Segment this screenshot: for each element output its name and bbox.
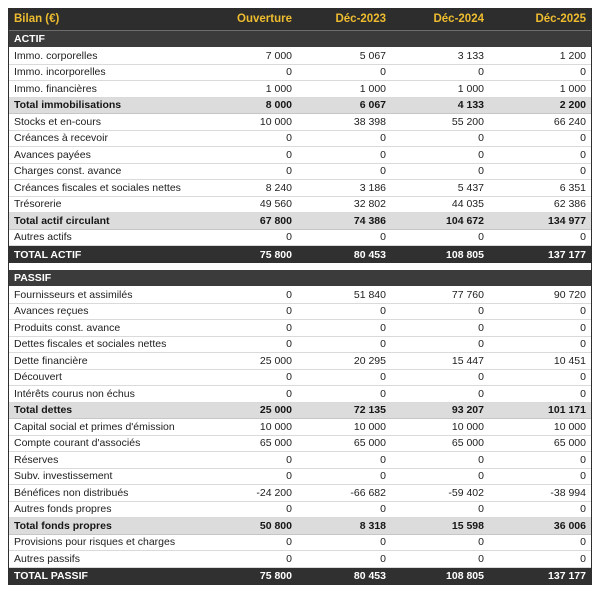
- row-label: Créances fiscales et sociales nettes: [14, 181, 181, 194]
- cell-value: 0: [478, 387, 484, 400]
- cell-value: 0: [286, 470, 292, 483]
- cell-value: 0: [380, 132, 386, 145]
- cell-value: 0: [478, 552, 484, 565]
- cell-value: 5 437: [457, 181, 484, 194]
- cell-value: 8 240: [265, 181, 292, 194]
- cell-value: 0: [580, 453, 586, 466]
- row-label: Total immobilisations: [14, 99, 122, 112]
- cell-value: 3 133: [457, 49, 484, 62]
- cell-value: -38 994: [550, 486, 586, 499]
- cell-value: 1 000: [359, 82, 386, 95]
- cell-value: 0: [580, 338, 586, 351]
- cell-value: 1 000: [559, 82, 586, 95]
- cell-value: 0: [580, 148, 586, 161]
- row-label: TOTAL PASSIF: [14, 570, 88, 582]
- table-row: [9, 131, 591, 148]
- table-row: [9, 48, 591, 65]
- cell-value: 0: [286, 231, 292, 244]
- cell-value: 80 453: [353, 248, 386, 261]
- cell-value: 101 171: [548, 404, 586, 417]
- cell-value: 77 760: [451, 288, 484, 301]
- table-row: [9, 304, 591, 321]
- row-label: Charges const. avance: [14, 165, 122, 178]
- cell-value: 0: [580, 536, 586, 549]
- cell-value: 10 000: [451, 420, 484, 433]
- section-title: PASSIF: [14, 272, 52, 284]
- row-label: Immo. corporelles: [14, 49, 98, 62]
- cell-value: 0: [380, 536, 386, 549]
- table-row: [9, 147, 591, 164]
- cell-value: -66 682: [350, 486, 386, 499]
- cell-value: 0: [478, 231, 484, 244]
- row-label: Autres passifs: [14, 552, 80, 565]
- cell-value: 7 000: [265, 49, 292, 62]
- cell-value: 0: [478, 305, 484, 318]
- column-header-dec-2024: Déc-2024: [433, 13, 484, 25]
- cell-value: 55 200: [451, 115, 484, 128]
- table-row: [9, 551, 591, 568]
- cell-value: 10 451: [553, 354, 586, 367]
- cell-value: 0: [286, 305, 292, 318]
- table-row: [9, 320, 591, 337]
- cell-value: 10 000: [259, 115, 292, 128]
- cell-value: 10 000: [259, 420, 292, 433]
- table-row: [9, 197, 591, 214]
- row-label: Autres fonds propres: [14, 503, 112, 516]
- cell-value: 15 447: [451, 354, 484, 367]
- cell-value: 8 000: [265, 99, 292, 112]
- cell-value: 67 800: [259, 214, 292, 227]
- cell-value: 75 800: [259, 570, 292, 582]
- cell-value: -24 200: [256, 486, 292, 499]
- cell-value: 0: [478, 132, 484, 145]
- table-row: [9, 485, 591, 502]
- table-row: [9, 568, 591, 585]
- cell-value: 1 000: [265, 82, 292, 95]
- cell-value: 0: [286, 536, 292, 549]
- row-label: Autres actifs: [14, 231, 72, 244]
- table-row: [9, 287, 591, 304]
- cell-value: 0: [380, 387, 386, 400]
- cell-value: 0: [478, 66, 484, 79]
- row-label: Créances à recevoir: [14, 132, 108, 145]
- table-body: [9, 31, 591, 585]
- cell-value: 137 177: [548, 248, 586, 261]
- row-label: Compte courant d'associés: [14, 437, 141, 450]
- row-label: Bénéfices non distribués: [14, 486, 129, 499]
- cell-value: 5 067: [359, 49, 386, 62]
- cell-value: 2 200: [559, 99, 586, 112]
- cell-value: 0: [580, 503, 586, 516]
- cell-value: 0: [286, 387, 292, 400]
- cell-value: 0: [478, 503, 484, 516]
- cell-value: 93 207: [451, 404, 484, 417]
- balance-sheet-table: [8, 8, 592, 585]
- table-row: [9, 370, 591, 387]
- cell-value: 4 133: [457, 99, 484, 112]
- cell-value: 0: [478, 338, 484, 351]
- table-row: [9, 65, 591, 82]
- cell-value: 0: [286, 321, 292, 334]
- cell-value: 0: [478, 470, 484, 483]
- row-label: Total actif circulant: [14, 214, 110, 227]
- cell-value: 8 318: [359, 519, 386, 532]
- table-row: [9, 502, 591, 519]
- cell-value: 0: [380, 165, 386, 178]
- cell-value: -59 402: [448, 486, 484, 499]
- row-label: Intérêts courus non échus: [14, 387, 135, 400]
- table-row: [9, 164, 591, 181]
- table-row: [9, 436, 591, 453]
- cell-value: 65 000: [259, 437, 292, 450]
- cell-value: 134 977: [548, 214, 586, 227]
- table-row: [9, 180, 591, 197]
- cell-value: 66 240: [553, 115, 586, 128]
- row-label: Trésorerie: [14, 198, 62, 211]
- cell-value: 0: [580, 552, 586, 565]
- cell-value: 1 000: [457, 82, 484, 95]
- cell-value: 75 800: [259, 248, 292, 261]
- cell-value: 0: [286, 288, 292, 301]
- table-row: [9, 81, 591, 98]
- column-header-dec-2023: Déc-2023: [335, 13, 386, 25]
- row-label: Avances payées: [14, 148, 91, 161]
- cell-value: 108 805: [446, 248, 484, 261]
- cell-value: 0: [580, 66, 586, 79]
- cell-value: 0: [380, 453, 386, 466]
- column-header-dec-2025: Déc-2025: [535, 13, 586, 25]
- section-header-actif: [9, 31, 591, 48]
- cell-value: 10 000: [553, 420, 586, 433]
- cell-value: 0: [286, 165, 292, 178]
- cell-value: 15 598: [451, 519, 484, 532]
- cell-value: 0: [380, 321, 386, 334]
- cell-value: 0: [580, 231, 586, 244]
- table-row: [9, 535, 591, 552]
- cell-value: 72 135: [353, 404, 386, 417]
- cell-value: 104 672: [446, 214, 484, 227]
- cell-value: 38 398: [353, 115, 386, 128]
- cell-value: 108 805: [446, 570, 484, 582]
- cell-value: 25 000: [259, 354, 292, 367]
- cell-value: 0: [286, 66, 292, 79]
- row-label: Avances reçues: [14, 305, 89, 318]
- row-label: Produits const. avance: [14, 321, 121, 334]
- table-row: [9, 230, 591, 247]
- row-label: Découvert: [14, 371, 62, 384]
- cell-value: 0: [380, 148, 386, 161]
- cell-value: 0: [580, 321, 586, 334]
- row-label: Provisions pour risques et charges: [14, 536, 176, 549]
- cell-value: 137 177: [548, 570, 586, 582]
- cell-value: 51 840: [353, 288, 386, 301]
- table-row: [9, 518, 591, 535]
- cell-value: 80 453: [353, 570, 386, 582]
- column-header-ouverture: Ouverture: [237, 13, 292, 25]
- cell-value: 74 386: [353, 214, 386, 227]
- cell-value: 0: [380, 66, 386, 79]
- cell-value: 0: [286, 453, 292, 466]
- row-label: Capital social et primes d'émission: [14, 420, 175, 433]
- row-label: Réserves: [14, 453, 59, 466]
- cell-value: 36 006: [553, 519, 586, 532]
- cell-value: 0: [286, 503, 292, 516]
- table-row: [9, 353, 591, 370]
- cell-value: 0: [580, 165, 586, 178]
- row-label: Stocks et en-cours: [14, 115, 101, 128]
- cell-value: 65 000: [553, 437, 586, 450]
- cell-value: 0: [580, 470, 586, 483]
- cell-value: 0: [580, 371, 586, 384]
- cell-value: 0: [380, 503, 386, 516]
- cell-value: 1 200: [559, 49, 586, 62]
- table-row: [9, 213, 591, 230]
- cell-value: 65 000: [353, 437, 386, 450]
- cell-value: 0: [478, 321, 484, 334]
- cell-value: 65 000: [451, 437, 484, 450]
- row-label: Total dettes: [14, 404, 73, 417]
- row-label: Immo. financières: [14, 82, 97, 95]
- row-label: Immo. incorporelles: [14, 66, 106, 79]
- row-label: Subv. investissement: [14, 470, 113, 483]
- cell-value: 50 800: [259, 519, 292, 532]
- cell-value: 6 067: [359, 99, 386, 112]
- cell-value: 32 802: [353, 198, 386, 211]
- row-label: Dette financière: [14, 354, 88, 367]
- table-row: [9, 419, 591, 436]
- cell-value: 0: [286, 132, 292, 145]
- table-row: [9, 452, 591, 469]
- cell-value: 10 000: [353, 420, 386, 433]
- cell-value: 0: [380, 338, 386, 351]
- table-row: [9, 98, 591, 115]
- table-row: [9, 403, 591, 420]
- row-label: Fournisseurs et assimilés: [14, 288, 133, 301]
- cell-value: 20 295: [353, 354, 386, 367]
- section-title: ACTIF: [14, 33, 45, 45]
- cell-value: 0: [380, 231, 386, 244]
- row-label: Dettes fiscales et sociales nettes: [14, 338, 167, 351]
- cell-value: 0: [580, 305, 586, 318]
- row-label: TOTAL ACTIF: [14, 248, 82, 261]
- cell-value: 0: [286, 371, 292, 384]
- table-header-row: [9, 8, 591, 31]
- cell-value: 25 000: [259, 404, 292, 417]
- cell-value: 0: [380, 305, 386, 318]
- cell-value: 0: [286, 148, 292, 161]
- table-row: [9, 114, 591, 131]
- cell-value: 44 035: [451, 198, 484, 211]
- table-title: Bilan (€): [14, 13, 60, 25]
- cell-value: 3 186: [359, 181, 386, 194]
- cell-value: 0: [286, 552, 292, 565]
- cell-value: 49 560: [259, 198, 292, 211]
- row-label: Total fonds propres: [14, 519, 112, 532]
- table-row: [9, 386, 591, 403]
- cell-value: 0: [478, 536, 484, 549]
- cell-value: 0: [478, 453, 484, 466]
- table-row: [9, 246, 591, 263]
- cell-value: 0: [380, 371, 386, 384]
- table-row: [9, 337, 591, 354]
- cell-value: 62 386: [553, 198, 586, 211]
- cell-value: 0: [380, 470, 386, 483]
- cell-value: 0: [478, 165, 484, 178]
- section-header-passif: [9, 270, 591, 287]
- cell-value: 0: [580, 387, 586, 400]
- cell-value: 0: [580, 132, 586, 145]
- cell-value: 0: [478, 371, 484, 384]
- cell-value: 0: [380, 552, 386, 565]
- cell-value: 0: [286, 338, 292, 351]
- cell-value: 0: [478, 148, 484, 161]
- table-row: [9, 469, 591, 486]
- cell-value: 6 351: [559, 181, 586, 194]
- section-gap: [9, 263, 591, 270]
- cell-value: 90 720: [553, 288, 586, 301]
